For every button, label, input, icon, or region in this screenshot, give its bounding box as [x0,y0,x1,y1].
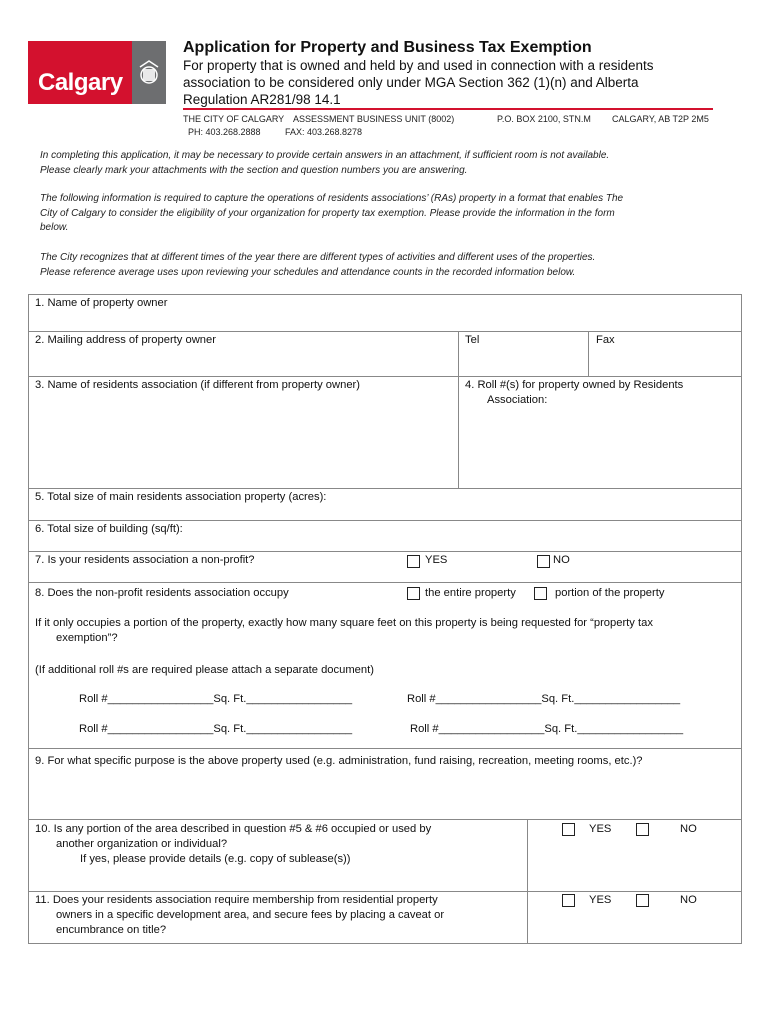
question-10-label: 10. Is any portion of the area described in question #5 & #6 occupied or used by another organization or individual? If yes, please provide details (e.g. copy of sublease(s)) [35,823,432,865]
intro-paragraph-1: In completing this application, it may be necessary to provide certain answers in an attachment, if sufficient room is not available. Please clearly mark your attachments with the section and question numbers you are answering. [40,150,610,176]
question-5-label: 5. Total size of main residents association property (acres): [35,491,327,503]
q8-portion-checkbox[interactable] [534,587,547,600]
q8-entire-label: the entire property [425,587,516,599]
calgary-logo [28,41,132,104]
fax-label: Fax [596,334,615,346]
q11-no-label: NO [680,894,697,906]
contact-fax: FAX: 403.268.8278 [285,127,363,137]
question-2-label: 2. Mailing address of property owner [35,334,216,346]
q8-entire-checkbox[interactable] [407,587,420,600]
q10-no-checkbox[interactable] [636,823,649,836]
contact-address: CALGARY, AB T2P 2M5 [612,114,709,124]
contact-city: THE CITY OF CALGARY [183,114,285,124]
tel-label: Tel [465,334,480,346]
question-1-label: 1. Name of property owner [35,297,168,309]
q7-yes-checkbox[interactable] [407,555,420,568]
q7-no-label: NO [553,554,570,566]
question-3-label: 3. Name of residents association (if different from property owner) [35,379,360,391]
question-6-label: 6. Total size of building (sq/ft): [35,523,183,535]
q11-yes-label: YES [589,894,612,906]
page-title: Application for Property and Business Tax Exemption [183,39,592,56]
page-subtitle: For property that is owned and held by and used in connection with a residents association to be considered only under MGA Section 362 (1)(n) and Alberta Regulation AR281/98 14.1 [183,58,654,107]
question-8b-label: If it only occupies a portion of the property, exactly how many square feet on this property is being requested for “property tax exemption”? [35,617,653,644]
contact-unit: ASSESSMENT BUSINESS UNIT (8002) [293,114,455,124]
header-divider [183,108,713,110]
q7-yes-label: YES [425,554,448,566]
question-7-label: 7. Is your residents association a non-profit? [35,554,255,566]
q7-no-checkbox[interactable] [537,555,550,568]
contact-box: P.O. BOX 2100, STN.M [497,114,591,124]
intro-paragraph-3: The City recognizes that at different times of the year there are different types of activities and different uses of the properties. Please reference average uses upon reviewing your schedules and attendance counts in the recorded information below. [40,252,596,278]
question-8-label: 8. Does the non-profit residents association occupy [35,587,289,599]
question-11-label: 11. Does your residents association require membership from residential property owners in a specific development area, and secure fees by placing a caveat or encumbrance on title? [35,894,445,936]
roll-field-1[interactable]: Roll #_________________Sq. Ft._________________ [79,693,353,705]
intro-paragraph-2: The following information is required to capture the operations of residents associations’ (RAs) property in a format that enables The City of Calgary to consider the eligibility of your organization for property tax exemption. Please provide the information in the form below. [40,193,624,233]
roll-field-2[interactable]: Roll #_________________Sq. Ft._________________ [407,693,681,705]
roll-field-3[interactable]: Roll #_________________Sq. Ft._________________ [79,723,353,735]
question-8c-note: (If additional roll #s are required please attach a separate document) [35,664,374,676]
q11-no-checkbox[interactable] [636,894,649,907]
question-9-label: 9. For what specific purpose is the above property used (e.g. administration, fund raising, recreation, meeting rooms, etc.)? [35,755,643,767]
city-crest-icon [132,41,166,104]
q11-yes-checkbox[interactable] [562,894,575,907]
roll-field-4[interactable]: Roll #_________________Sq. Ft._________________ [410,723,684,735]
q8-portion-label: portion of the property [555,587,665,599]
logo-text: Calgary [38,69,123,96]
q10-no-label: NO [680,823,697,835]
q10-yes-label: YES [589,823,612,835]
question-4-label: 4. Roll #(s) for property owned by Residents Association: [465,379,684,406]
q10-yes-checkbox[interactable] [562,823,575,836]
contact-phone: PH: 403.268.2888 [188,127,261,137]
